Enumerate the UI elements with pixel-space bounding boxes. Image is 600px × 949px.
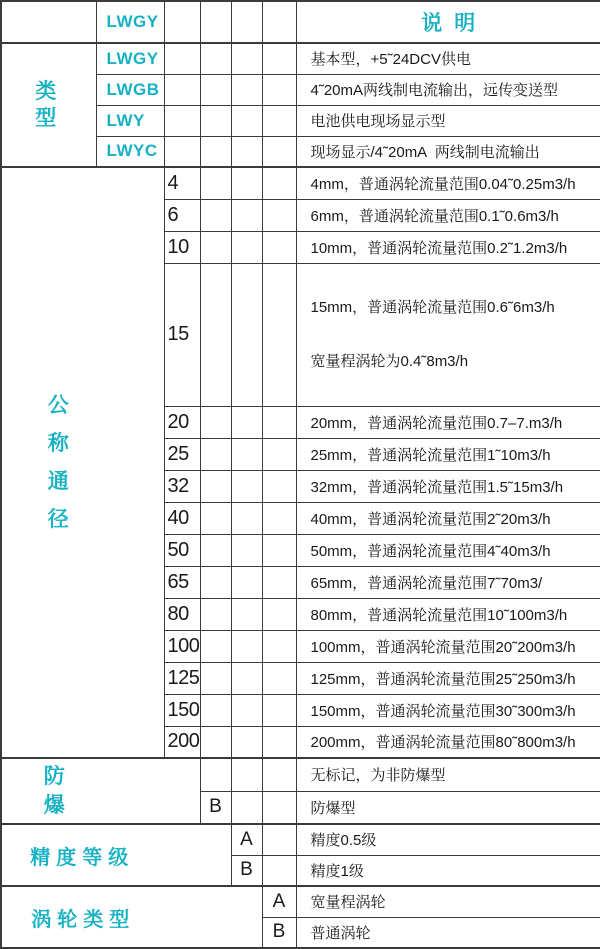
turbine-code-cell: A (262, 886, 296, 917)
empty-cell (200, 502, 231, 534)
section-label-turbine-type: 涡轮类型 (1, 886, 262, 948)
empty-cell (231, 566, 262, 598)
description-header: 说明 (296, 1, 600, 43)
diameter-code-cell: 50 (164, 534, 200, 566)
desc-cell: 无标记，为非防爆型 (296, 758, 600, 791)
empty-cell (200, 136, 231, 167)
diameter-code-cell: 40 (164, 502, 200, 534)
desc-cell: 80mm，普通涡轮流量范围10˜100m3/h (296, 598, 600, 630)
empty-cell (231, 502, 262, 534)
empty-cell (231, 791, 262, 824)
empty-cell (231, 105, 262, 136)
empty-cell (262, 406, 296, 438)
type-code-cell: LWGY (96, 43, 164, 74)
desc-cell: 40mm，普通涡轮流量范围2˜20m3/h (296, 502, 600, 534)
empty-cell (231, 263, 262, 406)
desc-cell: 32mm，普通涡轮流量范围1.5˜15m3/h (296, 470, 600, 502)
diameter-code-cell: 150 (164, 694, 200, 726)
empty-cell (262, 74, 296, 105)
empty-cell (200, 470, 231, 502)
diameter-code-cell: 125 (164, 662, 200, 694)
empty-cell (262, 1, 296, 43)
empty-cell (262, 502, 296, 534)
empty-cell (200, 1, 231, 43)
empty-cell (200, 199, 231, 231)
empty-cell (200, 406, 231, 438)
empty-cell (262, 231, 296, 263)
accuracy-code-cell: A (231, 824, 262, 855)
empty-cell (231, 406, 262, 438)
accuracy-code-cell: B (231, 855, 262, 886)
table-row (1, 886, 600, 917)
empty-cell (231, 534, 262, 566)
empty-cell (231, 662, 262, 694)
desc-cell: 20mm，普通涡轮流量范围0.7–7.m3/h (296, 406, 600, 438)
empty-cell (231, 1, 262, 43)
empty-cell (262, 105, 296, 136)
diameter-code-cell: 6 (164, 199, 200, 231)
empty-cell (231, 199, 262, 231)
empty-cell (164, 1, 200, 43)
header-row (1, 1, 600, 43)
empty-cell (262, 534, 296, 566)
desc-cell: 100mm，普通涡轮流量范围20˜200m3/h (296, 630, 600, 662)
empty-cell (164, 105, 200, 136)
desc-line-2: 宽量程涡轮为0.4˜8m3/h (311, 352, 600, 372)
empty-cell (231, 438, 262, 470)
empty-cell (200, 231, 231, 263)
type-code-cell: LWYC (96, 136, 164, 167)
section-label-accuracy-grade: 精度等级 (1, 824, 231, 886)
empty-cell (262, 199, 296, 231)
diameter-code-cell: 80 (164, 598, 200, 630)
table-row (1, 167, 600, 199)
desc-cell: 现场显示/4˜20mA 两线制电流输出 (296, 136, 600, 167)
table-row (1, 824, 600, 855)
empty-cell (164, 136, 200, 167)
diameter-code-cell: 200 (164, 726, 200, 758)
empty-cell (262, 758, 296, 791)
empty-cell (1, 1, 96, 43)
empty-cell (164, 43, 200, 74)
empty-cell (262, 630, 296, 662)
type-code-cell: LWGB (96, 74, 164, 105)
desc-cell: 宽量程涡轮 (296, 886, 600, 917)
empty-cell (231, 74, 262, 105)
diameter-code-cell: 15 (164, 263, 200, 406)
empty-cell (200, 598, 231, 630)
empty-cell (200, 662, 231, 694)
empty-cell (262, 726, 296, 758)
empty-cell (262, 855, 296, 886)
empty-cell (262, 136, 296, 167)
diameter-code-cell: 65 (164, 566, 200, 598)
type-code-cell: LWY (96, 105, 164, 136)
empty-cell (231, 43, 262, 74)
empty-cell (231, 231, 262, 263)
explosion-code-cell (200, 758, 231, 791)
desc-cell: 10mm，普通涡轮流量范围0.2˜1.2m3/h (296, 231, 600, 263)
empty-cell (262, 662, 296, 694)
desc-cell: 50mm，普通涡轮流量范围4˜40m3/h (296, 534, 600, 566)
empty-cell (262, 263, 296, 406)
empty-cell (231, 726, 262, 758)
desc-cell: 基本型，+5˜24DCV供电 (296, 43, 600, 74)
empty-cell (262, 470, 296, 502)
desc-cell: 25mm，普通涡轮流量范围1˜10m3/h (296, 438, 600, 470)
turbine-code-cell: B (262, 917, 296, 948)
empty-cell (200, 438, 231, 470)
desc-cell: 精度1级 (296, 855, 600, 886)
empty-cell (200, 726, 231, 758)
desc-cell (296, 263, 600, 406)
desc-line-1: 15mm，普通涡轮流量范围0.6˜6m3/h (311, 298, 600, 318)
empty-cell (262, 824, 296, 855)
empty-cell (262, 167, 296, 199)
diameter-code-cell: 4 (164, 167, 200, 199)
table-row (1, 758, 600, 791)
diameter-code-cell: 25 (164, 438, 200, 470)
model-prefix: LWGY (96, 1, 164, 43)
diameter-code-cell: 10 (164, 231, 200, 263)
desc-cell: 电池供电现场显示型 (296, 105, 600, 136)
empty-cell (200, 263, 231, 406)
section-label-type: 类型 (1, 43, 96, 167)
section-label-nominal-diameter: 公称通径 (1, 167, 164, 758)
desc-cell: 防爆型 (296, 791, 600, 824)
section-label-explosion-proof: 防爆 (1, 758, 200, 824)
desc-cell: 6mm，普通涡轮流量范围0.1˜0.6m3/h (296, 199, 600, 231)
empty-cell (231, 136, 262, 167)
empty-cell (200, 74, 231, 105)
desc-cell: 150mm，普通涡轮流量范围30˜300m3/h (296, 694, 600, 726)
empty-cell (200, 167, 231, 199)
empty-cell (231, 694, 262, 726)
empty-cell (231, 630, 262, 662)
diameter-code-cell: 100 (164, 630, 200, 662)
empty-cell (200, 566, 231, 598)
empty-cell (262, 598, 296, 630)
empty-cell (200, 105, 231, 136)
empty-cell (262, 566, 296, 598)
desc-cell: 普通涡轮 (296, 917, 600, 948)
empty-cell (231, 167, 262, 199)
explosion-code-cell: B (200, 791, 231, 824)
desc-cell: 200mm，普通涡轮流量范围80˜800m3/h (296, 726, 600, 758)
empty-cell (200, 534, 231, 566)
empty-cell (200, 630, 231, 662)
empty-cell (231, 470, 262, 502)
table-row (1, 43, 600, 74)
empty-cell (262, 791, 296, 824)
empty-cell (200, 43, 231, 74)
desc-cell: 4˜20mA两线制电流输出，远传变送型 (296, 74, 600, 105)
desc-cell: 65mm，普通涡轮流量范围7˜70m3/ (296, 566, 600, 598)
empty-cell (200, 694, 231, 726)
diameter-code-cell: 32 (164, 470, 200, 502)
diameter-code-cell: 20 (164, 406, 200, 438)
empty-cell (231, 758, 262, 791)
empty-cell (262, 43, 296, 74)
empty-cell (164, 74, 200, 105)
desc-cell: 精度0.5级 (296, 824, 600, 855)
desc-cell: 125mm，普通涡轮流量范围25˜250m3/h (296, 662, 600, 694)
empty-cell (262, 438, 296, 470)
empty-cell (262, 694, 296, 726)
desc-cell: 4mm，普通涡轮流量范围0.04˜0.25m3/h (296, 167, 600, 199)
empty-cell (231, 598, 262, 630)
